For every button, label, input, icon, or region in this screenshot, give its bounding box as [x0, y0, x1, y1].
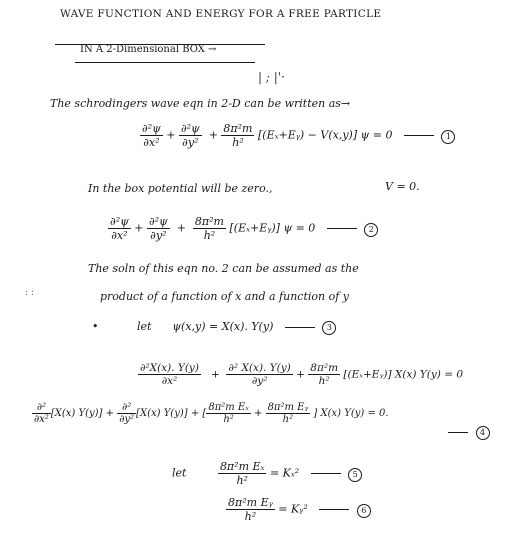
eq1-term2: $\frac{\text{∂²ψ}}{\text{∂y²}}$: [180, 122, 200, 149]
eq4a-plus1: +: [210, 368, 220, 381]
eq5-let: let: [172, 466, 187, 480]
eq1-term3: $\frac{\text{8π²m}}{\text{h²}}$: [223, 122, 253, 149]
eq4b-term1-rest: [X(x) Y(y)]: [50, 408, 103, 419]
eq4b-plus2: +: [190, 408, 200, 419]
equation-6: [226, 496, 371, 523]
eq4a-term1: $\frac{\text{∂²X(x). Y(y)}}{\text{∂x²}}$: [140, 362, 199, 387]
eq4b-term2: $\frac{\text{∂²}}{\text{∂y²}}$: [119, 402, 135, 425]
equation-2: [108, 215, 378, 242]
intro-text: The schrodingers wave eqn in 2-D can be written as→: [50, 97, 351, 110]
eq4b-term3: $\frac{\text{8π²m Eₓ}}{\text{h²}}$: [208, 402, 249, 425]
eq6-rest: = Kᵧ²: [278, 502, 308, 516]
equation-4b: $\frac{\text{∂²}}{\text{∂x²}}$ [X(x) Y(y)] + $\frac{\text{∂²}}{\text{∂y²}}$ [X(x) Y(y)] + [ $\frac{\text{8π²m Eₓ}}{\text{h²}}$ + $\frac{\text{8π²m Eᵧ}}{\text{h²}}$ ] X(x) Y(y) = 0.: [34, 402, 389, 425]
eq5-number: 5: [348, 468, 362, 482]
solution-text: The soln of this eqn no. 2 can be assumed as the: [88, 262, 359, 275]
eq4-number-wrap: [440, 425, 490, 440]
eq5-dash: [311, 473, 341, 474]
eq2-term3: $\frac{\text{8π²m}}{\text{h²}}$: [194, 215, 224, 242]
eq4b-plus3: +: [253, 408, 263, 419]
eq2-plus1: +: [134, 221, 144, 235]
eq2-term2: $\frac{\text{∂²ψ}}{\text{∂y²}}$: [148, 215, 168, 242]
eq5-frac: $\frac{\text{8π²m Eₓ}}{\text{h²}}$: [219, 460, 265, 487]
bullet: •: [92, 320, 99, 333]
equation-1: [140, 122, 455, 149]
equation-3: [92, 320, 336, 335]
eq4-number: 4: [476, 426, 490, 440]
box-potential-text: In the box potential will be zero.,: [88, 182, 273, 195]
eq4a-plus2: +: [296, 368, 305, 381]
eq3-dash: [285, 327, 315, 328]
page-subtitle: IN A 2-Dimensional BOX →: [80, 44, 217, 55]
eq4b-term4: $\frac{\text{8π²m Eᵧ}}{\text{h²}}$: [267, 402, 309, 425]
eq4a-term3: $\frac{\text{8π²m}}{\text{h²}}$: [310, 362, 339, 387]
eq6-number: 6: [357, 504, 371, 518]
equation-5: [172, 460, 362, 487]
subtitle-underline: [75, 62, 255, 63]
margin-marks: : :: [25, 288, 34, 298]
eq1-plus1: +: [166, 128, 176, 142]
eq5-rest: = Kₓ²: [269, 466, 300, 480]
eq3-expr: ψ(x,y) = X(x). Y(y): [172, 320, 274, 333]
eq4b-term1: $\frac{\text{∂²}}{\text{∂x²}}$: [34, 402, 49, 425]
eq1-term1: $\frac{\text{∂²ψ}}{\text{∂x²}}$: [142, 122, 161, 149]
eq2-plus2: +: [176, 221, 186, 235]
eq4a-term2: $\frac{\text{∂² X(x). Y(y)}}{\text{∂y²}}$: [228, 362, 291, 387]
product-text: product of a function of x and a function of y: [100, 290, 349, 303]
eq1-number: 1: [441, 130, 455, 144]
eq3-number: 3: [322, 321, 336, 335]
eq2-number: 2: [364, 223, 378, 237]
eq1-plus2: +: [208, 128, 218, 142]
eq4-dash: [448, 432, 468, 433]
eq4b-plus1: +: [105, 408, 115, 419]
eq4b-term2-rest: [X(x) Y(y)]: [136, 408, 188, 419]
eq2-rest: [(Eₓ+Eᵧ)] ψ = 0: [229, 221, 316, 235]
eq6-frac: $\frac{\text{8π²m Eᵧ}}{\text{h²}}$: [228, 496, 273, 523]
eq2-dash: [327, 228, 357, 229]
eq3-let: let: [136, 320, 152, 333]
top-marks: | ; |'·: [258, 70, 285, 84]
equation-4a: [138, 362, 463, 387]
eq2-term1: $\frac{\text{∂²ψ}}{\text{∂x²}}$: [110, 215, 129, 242]
eq4b-rest: ] X(x) Y(y) = 0.: [313, 408, 389, 419]
page-title: WAVE FUNCTION AND ENERGY FOR A FREE PARTICLE: [60, 8, 382, 20]
eq1-dash: [404, 135, 434, 136]
eq4a-rest: [(Eₓ+Eᵧ)] X(x) Y(y) = 0: [343, 368, 464, 381]
eq6-dash: [319, 509, 349, 510]
eq1-rest: [(Eₓ+Eᵧ) − V(x,y)] ψ = 0: [257, 128, 393, 142]
v-equals-zero: V = 0.: [385, 180, 420, 193]
